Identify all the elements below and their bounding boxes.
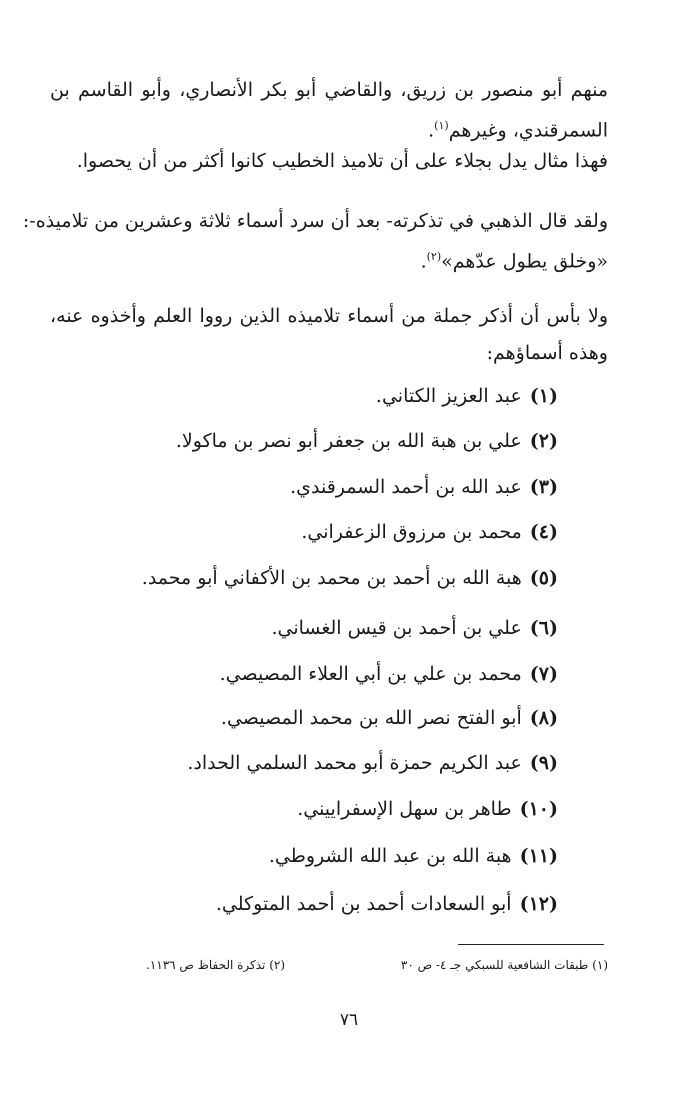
paragraph-4-line-1: ولا بأس أن أذكر جملة من أسماء تلاميذه الذين رووا العلم وأخذوه عنه،: [50, 305, 608, 327]
student-number: (٥): [529, 567, 558, 589]
paragraph-1-line-2-text: السمرقندي، وغيرهم: [448, 119, 608, 142]
footnote-divider: [458, 944, 604, 945]
paragraph-1-line-2-end: .: [428, 119, 435, 142]
student-item-4: [301, 518, 558, 546]
student-item-1: [376, 382, 558, 410]
student-item-2: [176, 427, 558, 455]
student-item-12: [216, 890, 558, 918]
student-item-5: [142, 564, 558, 592]
student-number: (١٠): [519, 798, 558, 820]
footnote-2: (٢) تذكرة الحفاظ ص ١١٣٦.: [146, 958, 286, 972]
student-number: (١٢): [519, 893, 558, 915]
student-name: محمد بن مرزوق الزعفراني.: [301, 521, 522, 543]
paragraph-4-line-2: وهذه أسماؤهم:: [486, 342, 608, 364]
student-number: (٩): [529, 752, 558, 774]
student-number: (٨): [529, 707, 558, 729]
footnote-ref-1: (١): [434, 119, 449, 132]
paragraph-3-line-2-end: .: [420, 250, 427, 273]
paragraph-3-line-2: [421, 243, 608, 275]
student-name: عبد الله بن أحمد السمرقندي.: [290, 476, 522, 498]
student-name: علي بن أحمد بن قيس الغساني.: [271, 617, 522, 639]
student-name: طاهر بن سهل الإسفراييني.: [297, 798, 512, 820]
paragraph-3-line-1: ولقد قال الذهبي في تذكرته- بعد أن سرد أسماء ثلاثة وعشرين من تلاميذه-:: [22, 210, 608, 232]
student-item-6: [271, 614, 558, 642]
student-number: (٣): [529, 476, 558, 498]
student-item-3: [290, 473, 558, 501]
student-number: (٤): [529, 521, 558, 543]
student-name: أبو السعادات أحمد بن أحمد المتوكلي.: [215, 893, 512, 915]
student-number: (١١): [519, 845, 558, 867]
student-name: أبو الفتح نصر الله بن محمد المصيصي.: [220, 707, 522, 729]
student-item-11: [269, 842, 558, 870]
student-number: (٢): [529, 430, 558, 452]
page-number: ٧٦: [339, 1010, 359, 1030]
student-item-10: [297, 795, 558, 823]
student-number: (٧): [529, 663, 558, 685]
student-name: عبد العزيز الكتاني.: [375, 385, 522, 407]
paragraph-2: فهذا مثال يدل بجلاء على أن تلاميذ الخطيب كانوا أكثر من أن يحصوا.: [76, 150, 608, 172]
student-item-8: [221, 704, 558, 732]
student-name: عبد الكريم حمزة أبو محمد السلمي الحداد.: [187, 752, 522, 774]
student-name: محمد بن علي بن أبي العلاء المصيصي.: [219, 663, 522, 685]
paragraph-1-line-2: [428, 112, 608, 144]
student-name: هبة الله بن عبد الله الشروطي.: [268, 845, 512, 867]
footnotes: [146, 958, 608, 972]
student-number: (١): [529, 385, 558, 407]
paragraph-1-line-1: منهم أبو منصور بن زريق، والقاضي أبو بكر الأنصاري، وأبو القاسم بن: [50, 79, 608, 101]
footnote-1: (١) طبقات الشافعية للسبكي جـ ٤- ص ٣٠: [400, 958, 608, 972]
paragraph-3-quote: «وخلق يطول عدّهم»: [441, 250, 608, 273]
student-number: (٦): [529, 617, 558, 639]
student-name: علي بن هبة الله بن جعفر أبو نصر بن ماكولا.: [175, 430, 522, 452]
student-item-7: [220, 660, 558, 688]
student-item-9: [187, 749, 558, 777]
student-name: هبة الله بن أحمد بن محمد بن الأكفاني أبو محمد.: [141, 567, 522, 589]
footnote-ref-2: (٢): [426, 250, 442, 263]
